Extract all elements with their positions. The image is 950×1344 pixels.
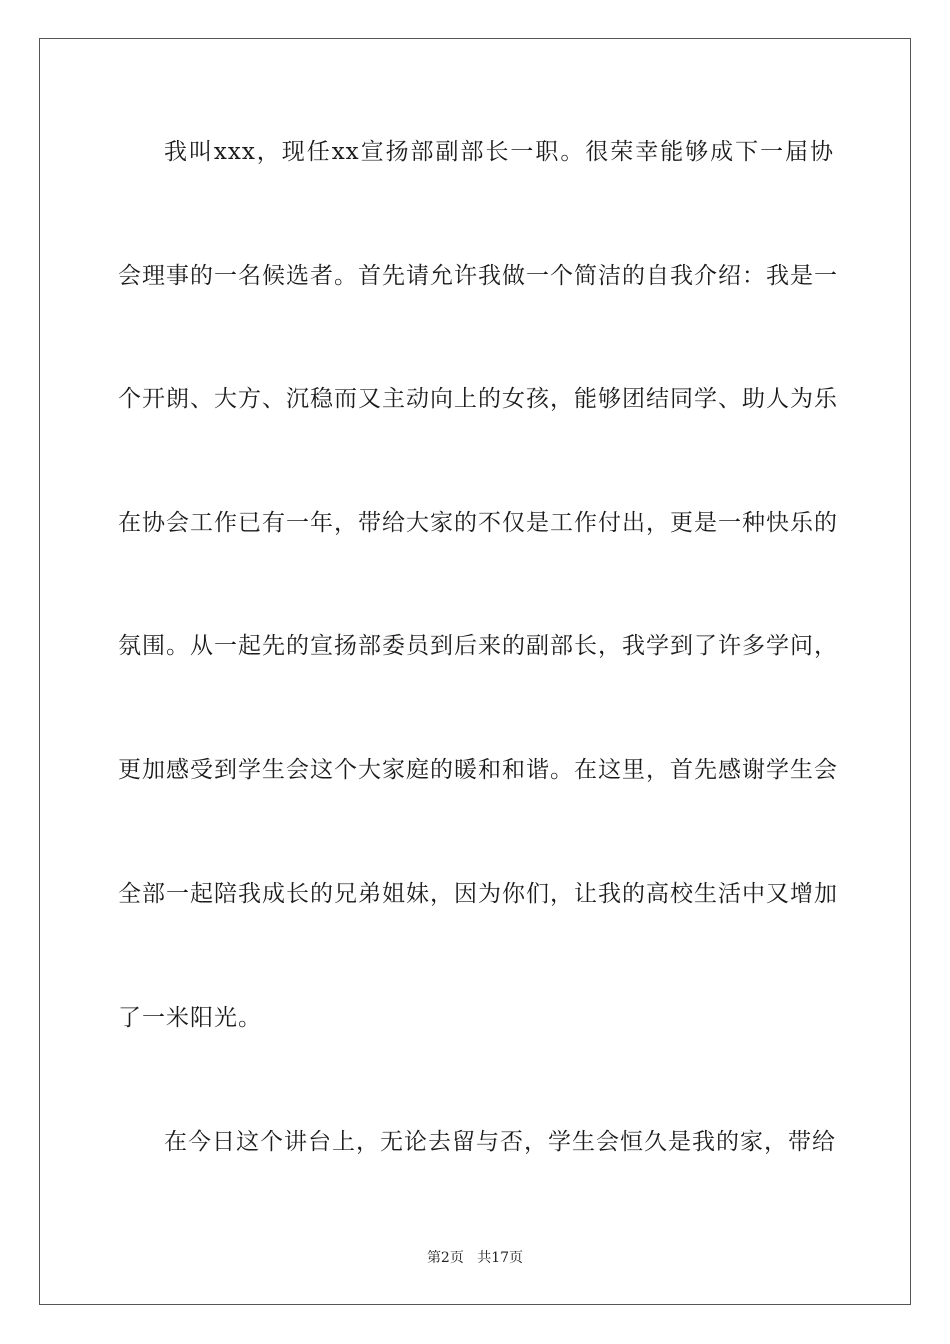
page-footer bbox=[0, 1249, 950, 1267]
paragraph-line-6: 更加感受到学生会这个大家庭的暖和和谐。在这里，首先感谢学生会 bbox=[118, 757, 838, 783]
paragraph-line-4: 在协会工作已有一年，带给大家的不仅是工作付出，更是一种快乐的 bbox=[118, 510, 838, 536]
page-border bbox=[39, 38, 911, 1305]
page-number: 第2页 bbox=[426, 1250, 464, 1266]
paragraph-line-3: 个开朗、大方、沉稳而又主动向上的女孩，能够团结同学、助人为乐 bbox=[118, 386, 838, 412]
paragraph-line-7: 全部一起陪我成长的兄弟姐妹，因为你们，让我的高校生活中又增加 bbox=[118, 881, 838, 907]
paragraph-line-9: 在今日这个讲台上，无论去留与否，学生会恒久是我的家，带给 bbox=[164, 1129, 836, 1155]
paragraph-line-5: 氛围。从一起先的宣扬部委员到后来的副部长，我学到了许多学问， bbox=[118, 633, 838, 659]
page-total: 共17页 bbox=[477, 1250, 524, 1266]
paragraph-line-1: 我叫xxx，现任xx宣扬部副部长一职。很荣幸能够成下一届协 bbox=[164, 139, 834, 165]
paragraph-line-2: 会理事的一名候选者。首先请允许我做一个简洁的自我介绍：我是一 bbox=[118, 263, 838, 289]
paragraph-line-8: 了一米阳光。 bbox=[118, 1005, 262, 1031]
